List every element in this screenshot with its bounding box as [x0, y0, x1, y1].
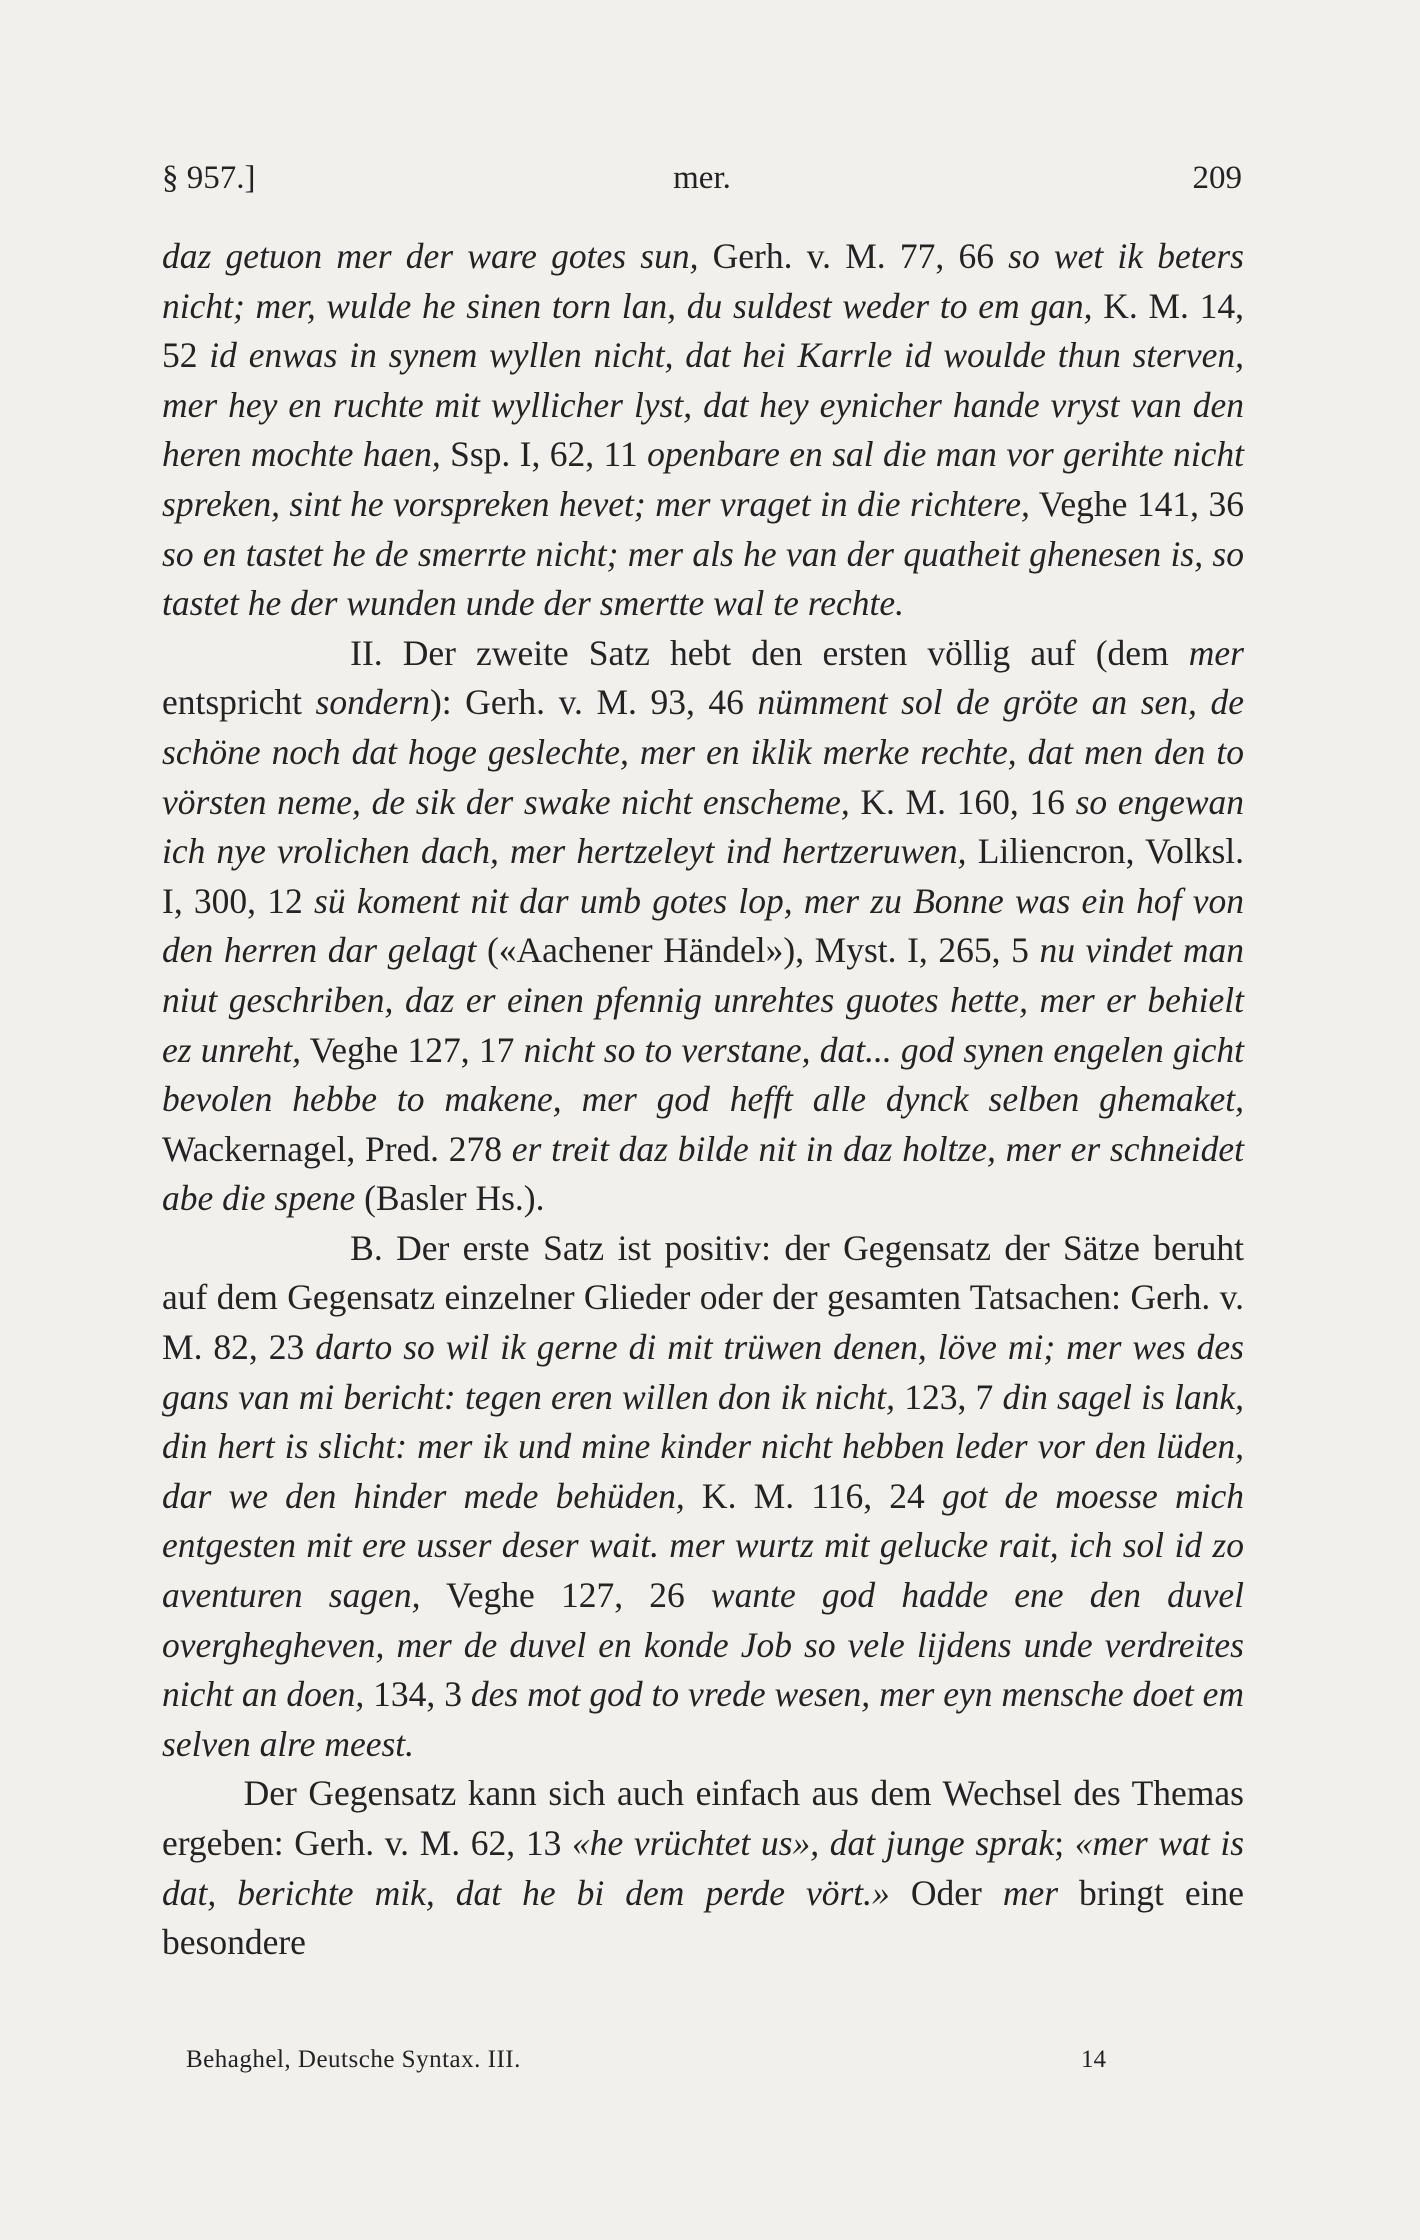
- paragraph-4: [162, 1769, 1244, 1967]
- citation-text: entspricht: [162, 682, 316, 723]
- quotation-text: sü koment nit dar umb gotes lop, mer zu Bonne was ein hof von den herren dar gelagt: [162, 880, 1244, 971]
- paragraph-2: [162, 629, 1244, 1224]
- paragraph-3: [162, 1224, 1244, 1770]
- citation-text: Veghe 127, 17: [301, 1029, 524, 1070]
- body-text: [162, 232, 1244, 1968]
- citation-text: B. Der erste Satz ist positiv: der Gegensatz der Sätze beruht auf dem Gegensatz einzelner Glieder oder der gesamten Tatsachen: Gerh. v. M. 82, 23: [162, 1227, 1244, 1368]
- citation-text: Gerh. v. M. 77, 66: [698, 236, 1009, 276]
- citation-text: ): Gerh. v. M. 93, 46: [429, 682, 758, 723]
- quotation-text: des mot god to vrede wesen, mer eyn mensche doet em selven alre meest.: [162, 1674, 1244, 1764]
- section-reference: § 957.]: [162, 160, 256, 196]
- citation-text: K. M. 116, 24: [684, 1475, 942, 1516]
- page-number: 209: [1192, 160, 1242, 196]
- citation-text: bringt eine besondere: [162, 1872, 1244, 1963]
- quotation-text: darto so wil ik gerne di mit trüwen denen, löve mi; mer wes des gans van mi bericht: tegen eren willen don ik nicht,: [162, 1327, 1244, 1417]
- citation-text: [819, 1823, 830, 1863]
- citation-text: II. Der zweite Satz hebt den ersten völlig auf (dem: [350, 632, 1189, 673]
- quotation-text: so en tastet he de smerrte nicht; mer als he van der quatheit ghenesen is, so tastet he der wunden unde der smertte wal te rechte.: [162, 533, 1244, 624]
- citation-text: Oder: [889, 1872, 1003, 1913]
- citation-text: 123, 7: [895, 1376, 1003, 1417]
- citation-text: K. M. 14, 52: [162, 285, 1244, 376]
- quotation-text: sondern: [315, 682, 430, 723]
- quotation-text: nicht so to verstane, dat... god synen engelen gicht bevolen hebbe to makene, mer god hefft alle dynck selben ghemaket,: [162, 1029, 1244, 1120]
- citation-text: Veghe 141, 36: [1029, 483, 1244, 524]
- quotation-text: mer: [1188, 632, 1244, 673]
- quotation-text: «mer wat is dat, berichte mik, dat he bi dem perde vört.»: [162, 1823, 1245, 1913]
- quotation-text: got de moesse mich entgesten mit ere usser deser wait. mer wurtz mit gelucke rait, ich sol id zo aventuren sagen,: [162, 1475, 1245, 1616]
- citation-text: Wackernagel, Pred. 278: [162, 1128, 512, 1169]
- citation-text: ;: [1054, 1823, 1075, 1863]
- paragraph-1: [162, 232, 1244, 629]
- quotation-text: wante god hadde ene den duvel overghegheven, mer de duvel en konde Job so vele lijdens unde verdreites nicht an doen,: [162, 1575, 1245, 1715]
- quotation-text: nümment sol de gröte an sen, de schöne noch dat hoge geslechte, mer en iklik merke rechte, dat men den to vörsten neme, de sik der swake nicht enscheme,: [162, 682, 1244, 822]
- running-title: mer.: [673, 160, 731, 196]
- citation-text: Der Gegensatz kann sich auch einfach aus dem Wechsel des Themas ergeben: Gerh. v. M. 62, 13: [162, 1773, 1244, 1863]
- quotation-text: «he vrüchtet us»,: [572, 1823, 820, 1863]
- citation-text: («Aachener Händel»), Myst. I, 265, 5: [476, 930, 1040, 971]
- quotation-text: din sagel is lank, din hert is slicht: mer ik und mine kinder nicht hebben leder vor den lüden, dar we den hinder mede behüden,: [162, 1376, 1244, 1516]
- citation-text: Ssp. I, 62, 11: [440, 434, 648, 475]
- quotation-text: dat junge sprak: [829, 1823, 1055, 1863]
- quotation-text: daz getuon mer der ware gotes sun,: [162, 236, 699, 276]
- signature-line: Behaghel, Deutsche Syntax. III.: [186, 2046, 521, 2073]
- quotation-text: openbare en sal die man vor gerihte nicht spreken, sint he vorspreken hevet; mer vraget in die richtere,: [162, 434, 1244, 524]
- citation-text: (Basler Hs.).: [355, 1178, 545, 1219]
- quotation-text: so wet ik beters nicht; mer, wulde he sinen torn lan, du suldest weder to em gan,: [162, 236, 1244, 326]
- quotation-text: so engewan ich nye vrolichen dach, mer hertzeleyt ind hertzeruwen,: [162, 781, 1245, 872]
- quotation-text: er treit daz bilde nit in daz holtze, mer er schneidet abe die spene: [162, 1128, 1244, 1219]
- citation-text: Veghe 127, 26: [420, 1575, 711, 1616]
- citation-text: 134, 3: [364, 1674, 471, 1715]
- page-footer: [186, 2046, 1106, 2086]
- quotation-text: id enwas in synem wyllen nicht, dat hei Karrle id woulde thun sterven, mer hey en ruchte mit wyllicher lyst, dat hey eynicher hande vryst van den heren mochte haen,: [162, 335, 1245, 475]
- running-header: [162, 160, 1242, 204]
- quotation-text: mer: [1002, 1872, 1059, 1913]
- quotation-text: nu vindet man niut geschriben, daz er einen pfennig unrehtes guotes hette, mer er behielt ez unreht,: [162, 930, 1244, 1070]
- sheet-number: 14: [1081, 2046, 1106, 2073]
- citation-text: K. M. 160, 16: [849, 781, 1076, 822]
- citation-text: Liliencron, Volksl. I, 300, 12: [162, 831, 1244, 921]
